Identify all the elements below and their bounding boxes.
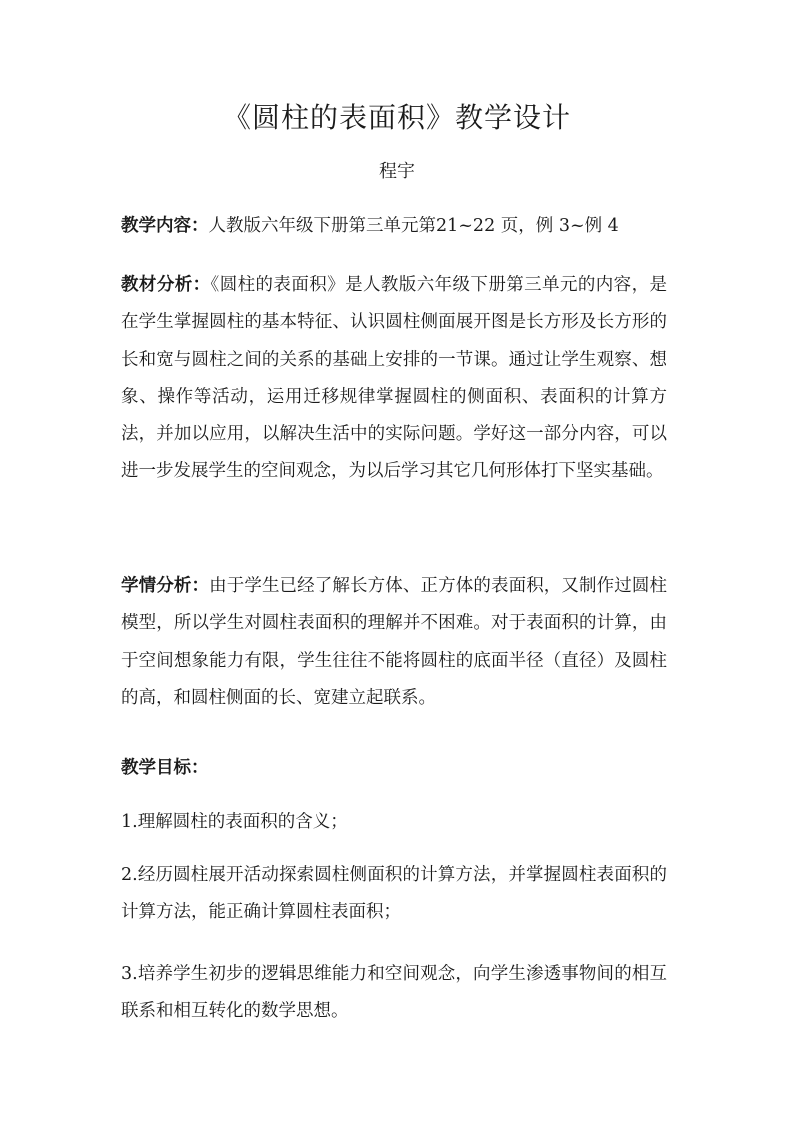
- textbook-analysis-text: 《圆柱的表面积》是人教版六年级下册第三单元的内容，是在学生掌握圆柱的基本特征、认识圆柱侧面展开图是长方形及长方形的长和宽与圆柱之间的关系的基础上安排的一节课。通过让学生观察、想象、操作等活动，运用迁移规律掌握圆柱的侧面积、表面积的计算方法，并加以应用，以解决生活中的实际问题。学好这一部分内容，可以进一步发展学生的空间观念，为以后学习其它几何形体打下坚实基础。: [121, 275, 668, 482]
- document-title: 《圆柱的表面积》教学设计: [222, 101, 571, 134]
- teaching-content-text: 人教版六年级下册第三单元第21~22 页，例 3~例 4: [208, 216, 619, 236]
- teaching-goal-item: 1.理解圆柱的表面积的含义；: [121, 812, 348, 832]
- teaching-content-label: 教学内容：: [121, 216, 209, 236]
- teaching-goal-item: 3.培养学生初步的逻辑思维能力和空间观念，向学生渗透事物间的相互联系和相互转化的数学思想。: [121, 964, 667, 1022]
- learner-analysis-text: 由于学生已经了解长方体、正方体的表面积，又制作过圆柱模型，所以学生对圆柱表面积的理解并不困难。对于表面积的计算，由于空间想象能力有限，学生往往不能将圆柱的底面半径（直径）及圆柱的高，和圆柱侧面的长、宽建立起联系。: [121, 576, 668, 708]
- textbook-analysis-label: 教材分析：: [121, 275, 211, 295]
- learner-analysis-label: 学情分析：: [121, 576, 210, 596]
- teaching-goals-label: 教学目标：: [121, 758, 209, 778]
- teaching-content-section: [121, 208, 667, 245]
- teaching-goal-item: 2.经历圆柱展开活动探索圆柱侧面积的计算方法，并掌握圆柱表面积的计算方法，能正确计算圆柱表面积；: [121, 865, 667, 923]
- document-author: 程宇: [379, 161, 415, 182]
- learner-analysis-section: [121, 568, 667, 717]
- textbook-analysis-section: [121, 267, 667, 491]
- teaching-goals-heading: [121, 750, 667, 787]
